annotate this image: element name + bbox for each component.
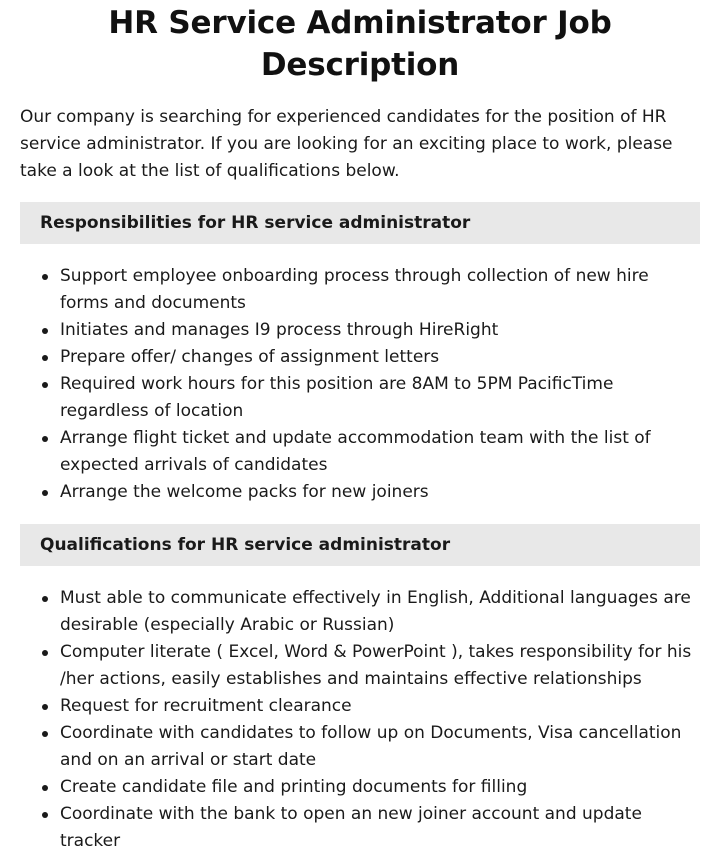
list-item: Must able to communicate effectively in English, Additional languages are desirable (especially Arabic or Russian) — [60, 585, 700, 639]
page-title: HR Service Administrator Job Description — [108, 5, 612, 83]
qualifications-list — [20, 585, 700, 855]
list-item: Prepare offer/ changes of assignment letters — [60, 344, 700, 371]
list-item: Arrange the welcome packs for new joiners — [60, 479, 700, 506]
intro-paragraph: Our company is searching for experienced candidates for the position of HR service administrator. If you are looking for an exciting place to work, please take a look at the list of qualifications below. — [20, 107, 673, 181]
list-item: Arrange flight ticket and update accommodation team with the list of expected arrivals of candidates — [60, 425, 700, 479]
list-item: Request for recruitment clearance — [60, 693, 700, 720]
list-item: Required work hours for this position are 8AM to 5PM PacificTime regardless of location — [60, 371, 700, 425]
responsibilities-heading: Responsibilities for HR service administrator — [20, 202, 700, 244]
qualifications-heading: Qualifications for HR service administrator — [20, 524, 700, 566]
list-item: Create candidate file and printing documents for filling — [60, 774, 700, 801]
list-item: Initiates and manages I9 process through HireRight — [60, 317, 700, 344]
list-item: Coordinate with the bank to open an new joiner account and update tracker — [60, 801, 700, 855]
list-item: Support employee onboarding process through collection of new hire forms and documents — [60, 263, 700, 317]
list-item: Coordinate with candidates to follow up on Documents, Visa cancellation and on an arrival or start date — [60, 720, 700, 774]
list-item: Computer literate ( Excel, Word & PowerPoint ), takes responsibility for his /her actions, easily establishes and maintains effective relationships — [60, 639, 700, 693]
responsibilities-list — [20, 263, 700, 506]
